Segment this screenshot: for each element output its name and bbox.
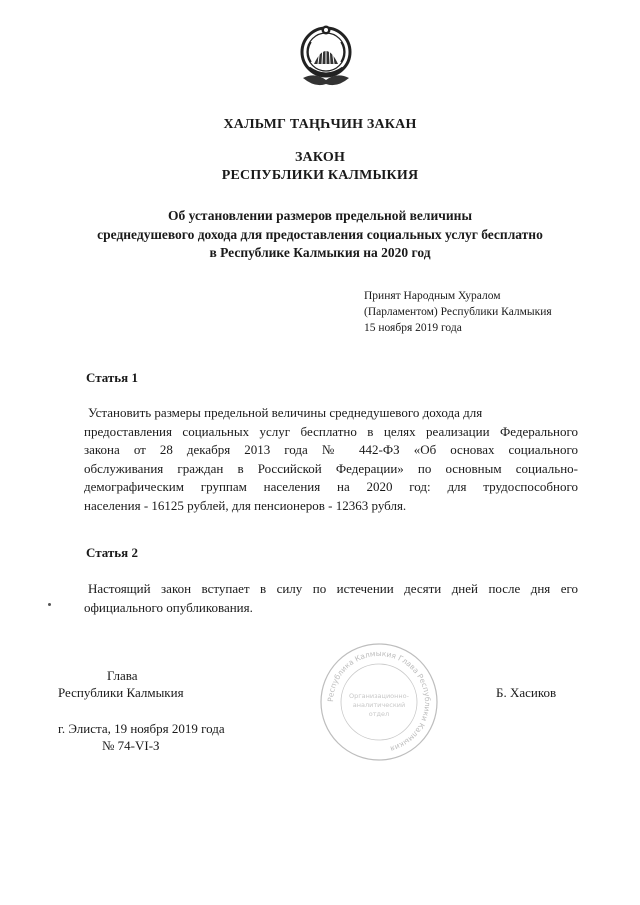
scan-speck	[48, 603, 51, 606]
svg-text:отдел: отдел	[368, 710, 390, 718]
official-stamp	[318, 640, 440, 764]
article-1-line: предоставления социальных услуг бесплатно в целях реализации Федерального	[84, 423, 578, 439]
article-2-heading: Статья 2	[86, 545, 138, 560]
kalmyk-law-title: ХАЛЬМГ ТАҢҺЧИН ЗАКАН	[223, 117, 417, 132]
article-1-heading: Статья 1	[86, 370, 138, 385]
article-2-line: Настоящий закон вступает в силу по истечении десяти дней после дня его	[88, 581, 578, 596]
svg-text:Республика Калмыкия Глава Респ: Республика Калмыкия Глава Республики Калмыкия	[325, 648, 433, 754]
signer-name: Б. Хасиков	[496, 685, 557, 700]
svg-text:Организационно-: Организационно-	[348, 692, 410, 700]
coat-of-arms-emblem	[297, 18, 355, 94]
law-name-line-3: в Республике Калмыкия на 2020 год	[209, 245, 431, 260]
law-name-line-1: Об установлении размеров предельной величины	[167, 208, 472, 223]
law-name-line-2: среднедушевого дохода для предоставления социальных услуг бесплатно	[97, 227, 543, 242]
article-1-line: населения - 16125 рублей, для пенсионеров - 12363 рубля.	[84, 497, 407, 513]
adoption-note	[364, 288, 552, 336]
law-number: № 74-VI-З	[102, 738, 160, 753]
article-1-line: Установить размеры предельной величины среднедушевого дохода для	[88, 405, 483, 420]
signature-position-line-2: Республики Калмыкия	[58, 685, 184, 700]
svg-text:аналитический: аналитический	[352, 701, 406, 709]
adoption-date: 15 ноября 2019 года	[364, 322, 462, 334]
law-label: ЗАКОН	[294, 150, 346, 165]
article-2-body	[84, 580, 578, 617]
article-2-line: официального опубликования.	[84, 599, 253, 615]
article-1-line: закона от 28 декабря 2013 года № 442-ФЗ «Об основах социального	[84, 442, 578, 457]
signature-position-line-1: Глава	[107, 668, 138, 683]
republic-title: РЕСПУБЛИКИ КАЛМЫКИЯ	[221, 168, 419, 183]
place-date: г. Элиста, 19 ноября 2019 года	[58, 721, 225, 736]
article-1-line: обслуживания граждан в Российской Федерации» по основным социально-	[84, 460, 578, 476]
article-1-body	[84, 404, 578, 515]
article-1-line: демографическим группам населения на 2020 год: для трудоспособного	[84, 479, 578, 494]
adoption-line-1: Принят Народным Хуралом	[364, 290, 501, 302]
adoption-line-2: (Парламентом) Республики Калмыкия	[364, 306, 552, 318]
